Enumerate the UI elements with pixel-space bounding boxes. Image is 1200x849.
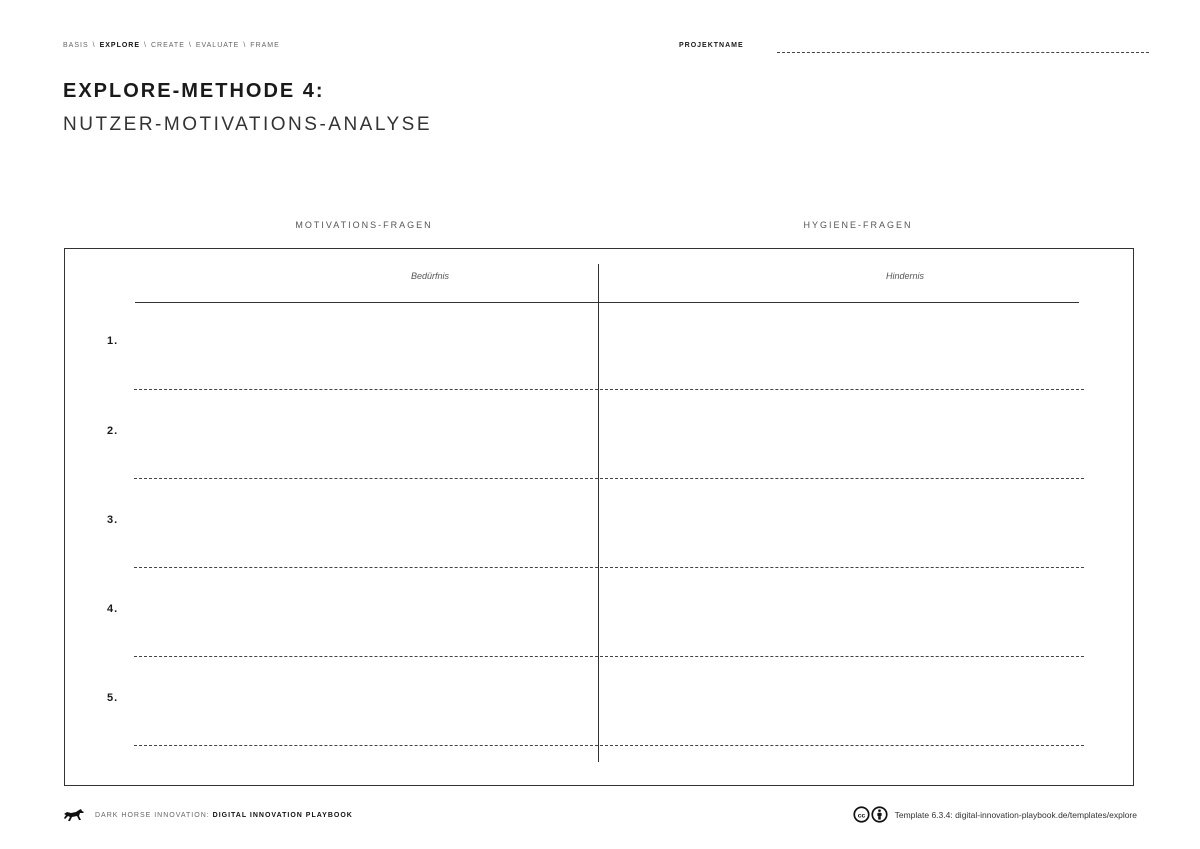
obstacle-column-label: Hindernis xyxy=(885,271,925,281)
page-title: EXPLORE-METHODE 4: xyxy=(63,80,325,102)
row-divider xyxy=(134,478,1084,479)
worksheet-table xyxy=(64,248,1134,786)
breadcrumb-frame[interactable]: FRAME xyxy=(250,42,280,49)
column-divider xyxy=(598,264,599,762)
project-name-field[interactable] xyxy=(777,52,1149,53)
row-divider xyxy=(134,745,1084,746)
hygiene-questions-header: HYGIENE-FRAGEN xyxy=(803,220,913,230)
need-column-label: Bedürfnis xyxy=(410,271,450,281)
breadcrumb-separator: \ xyxy=(144,42,147,49)
cc-icon xyxy=(853,806,870,823)
breadcrumb-separator: \ xyxy=(92,42,96,49)
page-subtitle: NUTZER-MOTIVATIONS-ANALYSE xyxy=(63,114,433,135)
footer-license xyxy=(853,806,1137,823)
header-divider xyxy=(135,302,1079,303)
footer-brand-title: DIGITAL INNOVATION PLAYBOOK xyxy=(212,811,353,819)
footer-brand-text xyxy=(95,812,353,819)
row-number: 2. xyxy=(107,425,119,437)
motivation-questions-header: MOTIVATIONS-FRAGEN xyxy=(295,220,433,230)
breadcrumb-explore[interactable]: EXPLORE xyxy=(99,42,141,49)
horse-icon xyxy=(63,808,85,822)
row-number: 4. xyxy=(107,603,119,615)
row-number: 5. xyxy=(107,692,119,704)
project-name-label: PROJEKTNAME xyxy=(679,42,744,49)
breadcrumb-separator: \ xyxy=(243,42,247,49)
row-number: 1. xyxy=(107,335,119,347)
breadcrumb-create[interactable]: CREATE xyxy=(150,42,185,49)
breadcrumb-separator: \ xyxy=(188,42,192,49)
template-reference: Template 6.3.4: digital-innovation-playbook.de/templates/explore xyxy=(894,809,1137,820)
row-divider xyxy=(134,389,1084,390)
footer-brand-prefix: DARK HORSE INNOVATION: xyxy=(95,811,213,819)
by-icon xyxy=(871,806,888,823)
breadcrumb-basis[interactable]: BASIS xyxy=(63,42,89,49)
footer-brand xyxy=(63,808,353,822)
row-divider xyxy=(134,567,1084,568)
row-number: 3. xyxy=(107,514,119,526)
breadcrumb-evaluate[interactable]: EVALUATE xyxy=(195,42,240,49)
breadcrumb xyxy=(63,42,280,49)
row-divider xyxy=(134,656,1084,657)
project-name-area xyxy=(679,41,1149,55)
svg-text:cc: cc xyxy=(857,812,865,820)
